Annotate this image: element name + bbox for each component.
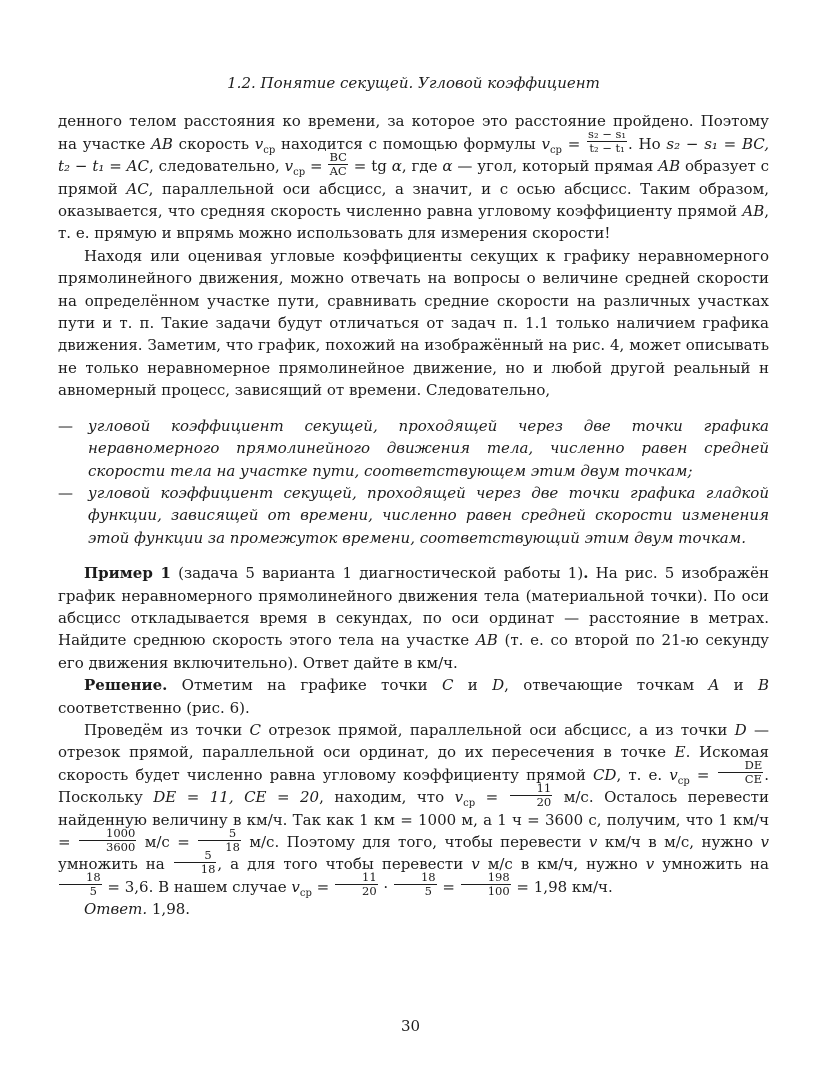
fraction-18-over-5: $\frac{18}{5}$ bbox=[394, 872, 437, 897]
answer-value: 1,98. bbox=[147, 900, 191, 919]
fraction-bc-over-ac: $\frac{BC}{AC}$ bbox=[329, 149, 347, 178]
fraction-de-over-ce: $\frac{DE}{CE}$ bbox=[718, 760, 764, 785]
fraction-1000-over-3600: $\frac{1000}{3600}$ bbox=[79, 828, 136, 853]
paragraph-intro: денного телом расстояния ко времени, за которое это расстояние пройдено. Поэтому на участке AB скорость $v_{ср}$ находится с помощью формулы $v_{ср}$ = $\frac{\text{s₂ − s₁}}{\text{t₂ − t₁}}$ . Но s₂ − s₁ = BC, t₂ − t₁ = AC, следовательно, $v_{ср}$ = $\frac{BC}{AC}$ = tg α, где α — угол, который прямая AB образует с прямой AC, параллельной оси абсцисс, а значит, и с осью абсцисс. Таким образом, оказывается, что средняя скорость численно равна угловому коэффициенту прямой AB, т. е. прямую и впрямь можно использовать для измерения скорости! bbox=[58, 112, 770, 243]
fraction-5-over-18: $\frac{5}{18}$ bbox=[198, 828, 241, 853]
solution-body: Проведём из точки C отрезок прямой, параллельной оси абсцисс, а из точки D — отрезок прямой, параллельной оси ординат, до их пересечения в точке E. Искомая скорость будет численно равна угловому коэффициенту прямой CD, т. е. $v_{ср}$ = $\frac{DE}{CE}$ . Поскольку DE = 11, CE = 20, находим, что $v_{ср}$ = $\frac{11}{20}$ м/с. Осталось перевести найденную величину в км/ч. Так как 1 км = 1000 м, а 1 ч = 3600 с, получим, что 1 км/ч = $\frac{1000}{3600}$ м/с = $\frac{5}{18}$ м/с. Поэтому для того, чтобы перевести v км/ч в м/с, нужно v умножить на $\frac{5}{18}$ , а для того чтобы перевести v м/с в км/ч, нужно v умножить на $\frac{18}{5}$ = 3,6. В нашем случае $v_{ср}$ = $\frac{11}{20}$ · $\frac{18}{5}$ = $\frac{198}{100}$ = 1,98 км/ч. bbox=[58, 720, 769, 899]
fraction-5-over-18: $\frac{5}{18}$ bbox=[174, 850, 217, 875]
page-number: 30 bbox=[400, 1017, 421, 1035]
fraction-18-over-5: $\frac{18}{5}$ bbox=[59, 872, 102, 897]
example-paragraph: Пример 1 (задача 5 варианта 1 диагностической работы 1). На рис. 5 изображён график неравномерного прямолинейного движения тела (материальной точки). По оси абсцисс откладывается время в секундах, по оси ординат — расстояние в метрах. Найдите среднюю скорость этого тела на участке AB (т. е. со второй по 21-ю секунду его движения включительно). Ответ дайте в км/ч. bbox=[58, 564, 770, 672]
list-item: — угловой коэффициент секущей, проходящей через две точки графика неравномерного прямолинейного движения тела, численно равен средней скорости тела на участке пути, соответствующем этим двум точкам; bbox=[88, 415, 769, 482]
fraction-198-over-100: $\frac{198}{100}$ bbox=[461, 872, 511, 897]
answer-line bbox=[58, 898, 769, 920]
answer-label: Ответ. bbox=[84, 900, 148, 919]
paragraph-secants: Находя или оценивая угловые коэффициенты секущих к графику неравномерного прямолинейного движения, можно отвечать на вопросы о величине средней скорости на определённом участке пути, сравнивать средние скорости на различных участках пути и т. п. Такие задачи будут отличаться от задач п. 1.1 только наличием графика движения. Заметим, что график, похожий на изображённый на рис. 4, может описывать не только неравномерное прямолинейное движение, но и любой другой реальный н авномерный процесс, зависящий от времени. Следовательно, bbox=[58, 246, 769, 400]
fraction-s-over-t: $\frac{\text{s₂ − s₁}}{\text{t₂ − t₁}}$ bbox=[588, 127, 627, 156]
conclusions-list bbox=[58, 415, 769, 549]
list-item: — угловой коэффициент секущей, проходящей через две точки графика гладкой функции, зависящей от времени, численно равен средней скорости изменения этой функции за промежуток времени, соответствующий этим двум точкам. bbox=[88, 482, 769, 549]
fraction-11-over-20: $\frac{11}{20}$ bbox=[510, 783, 553, 808]
fraction-11-over-20: $\frac{11}{20}$ bbox=[335, 872, 378, 897]
solution-paragraph: Решение. Отметим на графике точки C и D, отвечающие точкам A и B соответственно (рис. 6). bbox=[58, 676, 769, 717]
solution-label: Решение. bbox=[84, 676, 168, 695]
example-label: Пример 1 bbox=[84, 564, 171, 583]
running-title: 1.2. Понятие секущей. Угловой коэффициент bbox=[227, 74, 600, 92]
